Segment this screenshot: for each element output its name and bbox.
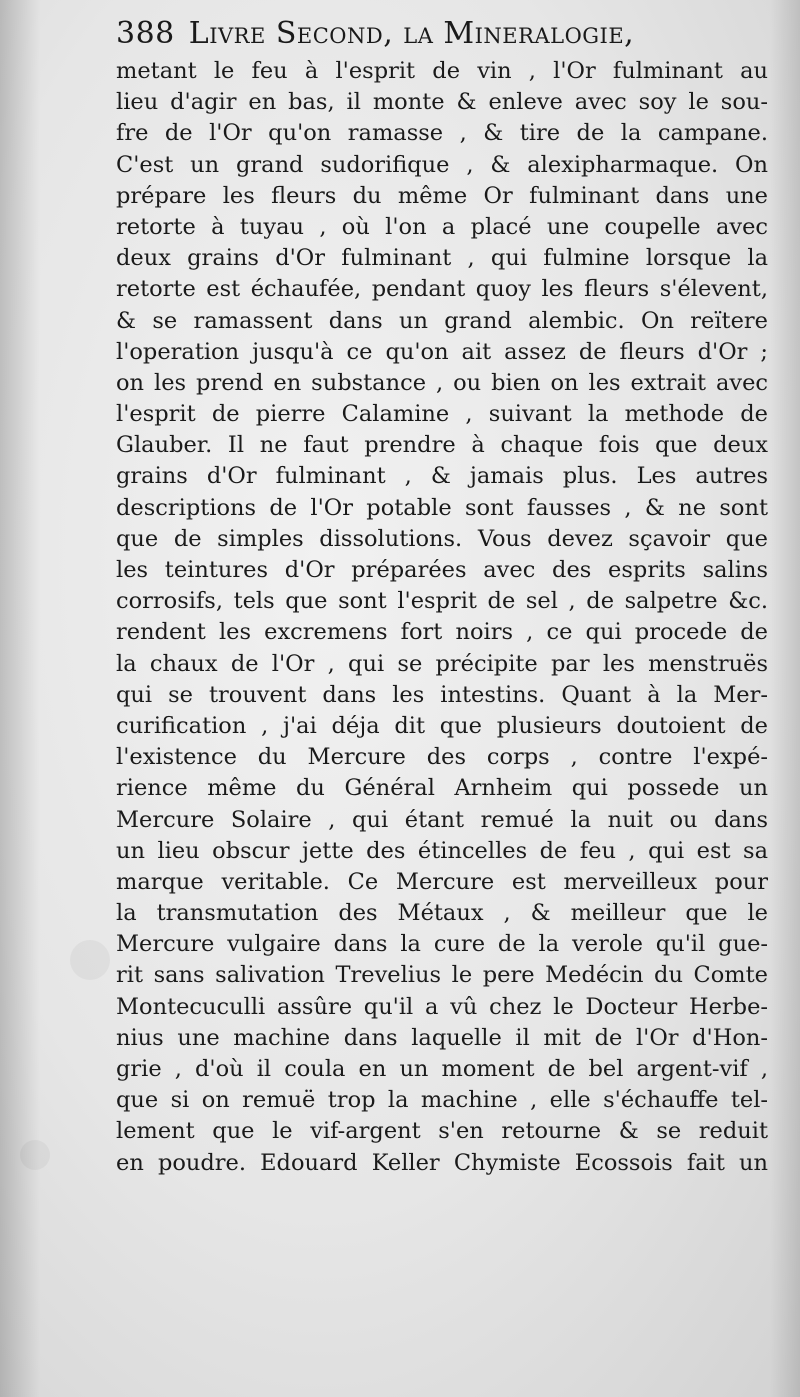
- text-line: Mercure Solaire , qui étant remué la nuit ou dans: [116, 806, 768, 833]
- text-line: C'est un grand sudorifique , & alexipharmaque. On: [116, 151, 768, 178]
- text-line: Mercure vulgaire dans la cure de la verole qu'il gue-: [116, 931, 768, 958]
- text-line: que si on remuë trop la machine , elle s'échauffe tel-: [116, 1087, 768, 1114]
- paper-stain: [20, 1140, 50, 1170]
- text-line: rendent les excremens fort noirs , ce qui procede de: [116, 619, 768, 646]
- text-line: deux grains d'Or fulminant , qui fulmine lorsque la: [116, 245, 768, 272]
- text-line: grains d'Or fulminant , & jamais plus. Les autres: [116, 463, 768, 490]
- text-line: fre de l'Or qu'on ramasse , & tire de la campane.: [116, 120, 768, 147]
- text-line: lement que le vif-argent s'en retourne & se reduit: [116, 1118, 768, 1145]
- body-text: [116, 56, 768, 1179]
- text-line: la chaux de l'Or , qui se précipite par les menstruës: [116, 650, 768, 677]
- text-line: retorte à tuyau , où l'on a placé une coupelle avec: [116, 213, 768, 240]
- text-line: metant le feu à l'esprit de vin , l'Or fulminant au: [116, 58, 768, 84]
- text-line: les teintures d'Or préparées avec des esprits salins: [116, 557, 768, 583]
- text-line: la transmutation des Métaux , & meilleur que le: [116, 900, 768, 927]
- text-line: curification , j'ai déja dit que plusieurs doutoient de: [116, 712, 768, 739]
- text-line: marque veritable. Ce Mercure est merveilleux pour: [116, 868, 768, 895]
- page-edge-shadow: [770, 0, 800, 1397]
- running-header: [116, 14, 776, 54]
- text-line: rience même du Général Arnheim qui possede un: [116, 775, 768, 802]
- text-line: nius une machine dans laquelle il mit de l'Or d'Hon-: [116, 1024, 768, 1051]
- text-line: prépare les fleurs du même Or fulminant dans une: [116, 182, 768, 209]
- paper-stain: [70, 940, 110, 980]
- text-line: descriptions de l'Or potable sont fausses , & ne sont: [116, 494, 768, 521]
- spine-shadow: [0, 0, 40, 1397]
- text-line: Montecuculli assûre qu'il a vû chez le Docteur Herbe-: [116, 993, 768, 1020]
- text-line: que de simples dissolutions. Vous devez sçavoir que: [116, 525, 768, 552]
- text-line: en poudre. Edouard Keller Chymiste Ecossois fait un: [116, 1149, 768, 1176]
- text-line: & se ramassent dans un grand alembic. On reïtere: [116, 307, 768, 334]
- text-line: grie , d'où il coula en un moment de bel argent-vif ,: [116, 1056, 768, 1082]
- text-line: lieu d'agir en bas, il monte & enleve avec soy le sou-: [116, 89, 768, 116]
- text-line: l'operation jusqu'à ce qu'on ait assez de fleurs d'Or ;: [116, 338, 768, 365]
- text-line: Glauber. Il ne faut prendre à chaque fois que deux: [116, 432, 768, 459]
- running-title: Livre Second, la Mineralogie,: [188, 16, 635, 51]
- text-line: l'esprit de pierre Calamine , suivant la methode de: [116, 401, 768, 428]
- text-line: retorte est échaufée, pendant quoy les fleurs s'élevent,: [116, 276, 768, 303]
- text-line: rit sans salivation Trevelius le pere Medécin du Comte: [116, 962, 768, 989]
- text-line: l'existence du Mercure des corps , contre l'expé-: [116, 744, 768, 771]
- text-line: corrosifs, tels que sont l'esprit de sel , de salpetre &c.: [116, 588, 768, 615]
- text-line: un lieu obscur jette des étincelles de feu , qui est sa: [116, 837, 768, 864]
- text-line: qui se trouvent dans les intestins. Quant à la Mer-: [116, 681, 768, 708]
- page-number: 388: [116, 16, 175, 51]
- text-line: on les prend en substance , ou bien on les extrait avec: [116, 369, 768, 396]
